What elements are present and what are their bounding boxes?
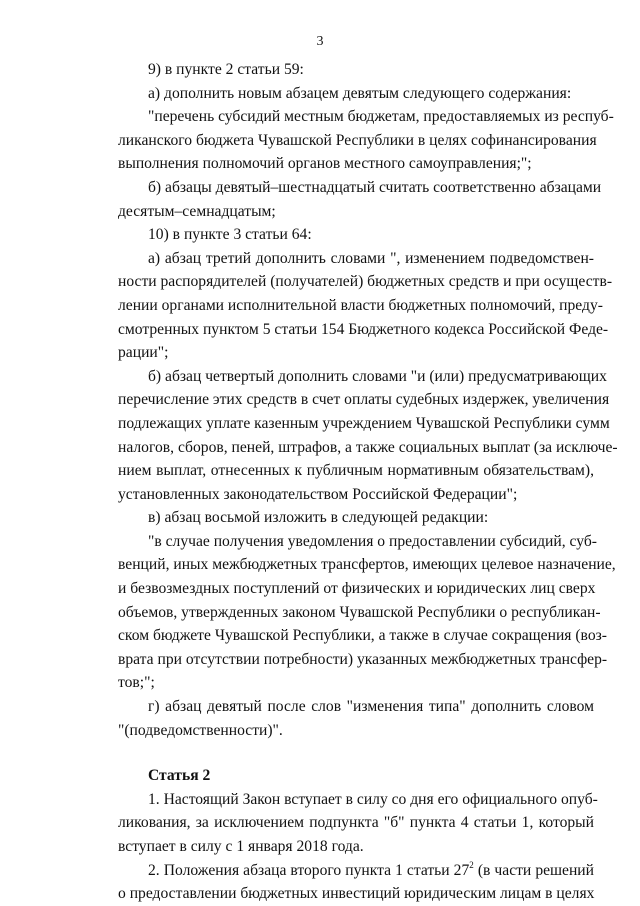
text-line: ликанского бюджета Чувашской Республики в целях софинансирования [118,131,597,149]
text-line: налогов, сборов, пеней, штрафов, а также социальных выплат (за исключе- [118,438,618,456]
body-text [118,58,618,906]
text-line: установленных законодательством Российской Федерации"; [118,485,518,503]
text-line: врата при отсутствии потребности) указанных межбюджетных трансфер- [118,650,608,668]
spacer [118,742,594,764]
text-line: десятым–семнадцатым; [118,202,276,220]
article-paragraphs [118,788,598,859]
text-line: "в случае получения уведомления о предоставлении субсидий, суб- [148,532,597,550]
text-line: выполнения полномочий органов местного самоуправления;"; [118,155,532,173]
text-line: венций, иных межбюджетных трансфертов, имеющих целевое назначение, [118,556,616,574]
text-line: тов;"; [118,674,155,692]
page-number: 3 [316,34,324,49]
superscript: 2 [469,859,474,870]
text-line: "(подведомственности)". [118,721,283,739]
text-line: о предоставлении бюджетных инвестиций юридическим лицам в целях [118,885,595,903]
text-line: объемов, утвержденных законом Чувашской Республики о республикан- [118,603,601,621]
text-line: лении органами исполнительной власти бюджетных полномочий, преду- [118,296,603,314]
text-line: подлежащих уплате казенным учреждением Чувашской Республики сумм [118,414,610,432]
text-line: а) дополнить новым абзацем девятым следующего содержания: [148,84,572,102]
text-line: смотренных пунктом 5 статьи 154 Бюджетного кодекса Российской Феде- [118,320,609,338]
text-line: б) абзац четвертый дополнить словами "и (или) предусматривающих [148,367,607,385]
text-line: 9) в пункте 2 статьи 59: [148,61,304,78]
text-fragment: (в части решений [473,861,594,879]
text-line: рации"; [118,344,169,362]
text-line: нием выплат, отнесенных к публичным нормативным обязательствам), [118,462,594,480]
text-line: ности распорядителей (получателей) бюджетных средств и при осуществ- [118,273,613,291]
text-line: 10) в пункте 3 статьи 64: [148,226,312,244]
text-line: г) абзац девятый после слов "изменения типа" дополнить словом [148,698,594,716]
text-line: ском бюджете Чувашской Республики, а также в случае сокращения (воз- [118,627,607,645]
text-line: и безвозмездных поступлений от физических и юридических лиц сверх [118,580,596,598]
text-line: перечисление этих средств в счет оплаты судебных издержек, увеличения [118,391,610,409]
text-line: "перечень субсидий местным бюджетам, предоставляемых из респуб- [148,108,614,126]
amendment-paragraphs [118,58,618,742]
text-line: вступает в силу с 1 января 2018 года. [118,838,364,855]
text-line: а) абзац третий дополнить словами ", изменением подведомствен- [148,249,594,267]
text-line [118,859,594,883]
text-line: в) абзац восьмой изложить в следующей редакции: [148,509,489,527]
text-line: б) абзацы девятый–шестнадцатый считать соответственно абзацами [148,178,602,196]
article-heading: Статья 2 [148,767,211,785]
text-line: ликования, за исключением подпункта "б" пункта 4 статьи 1, который [118,814,594,832]
text-line: 1. Настоящий Закон вступает в силу со дня его официального опуб- [148,790,598,808]
text-fragment: 2. Положения абзаца второго пункта 1 статьи 27 [148,861,470,879]
